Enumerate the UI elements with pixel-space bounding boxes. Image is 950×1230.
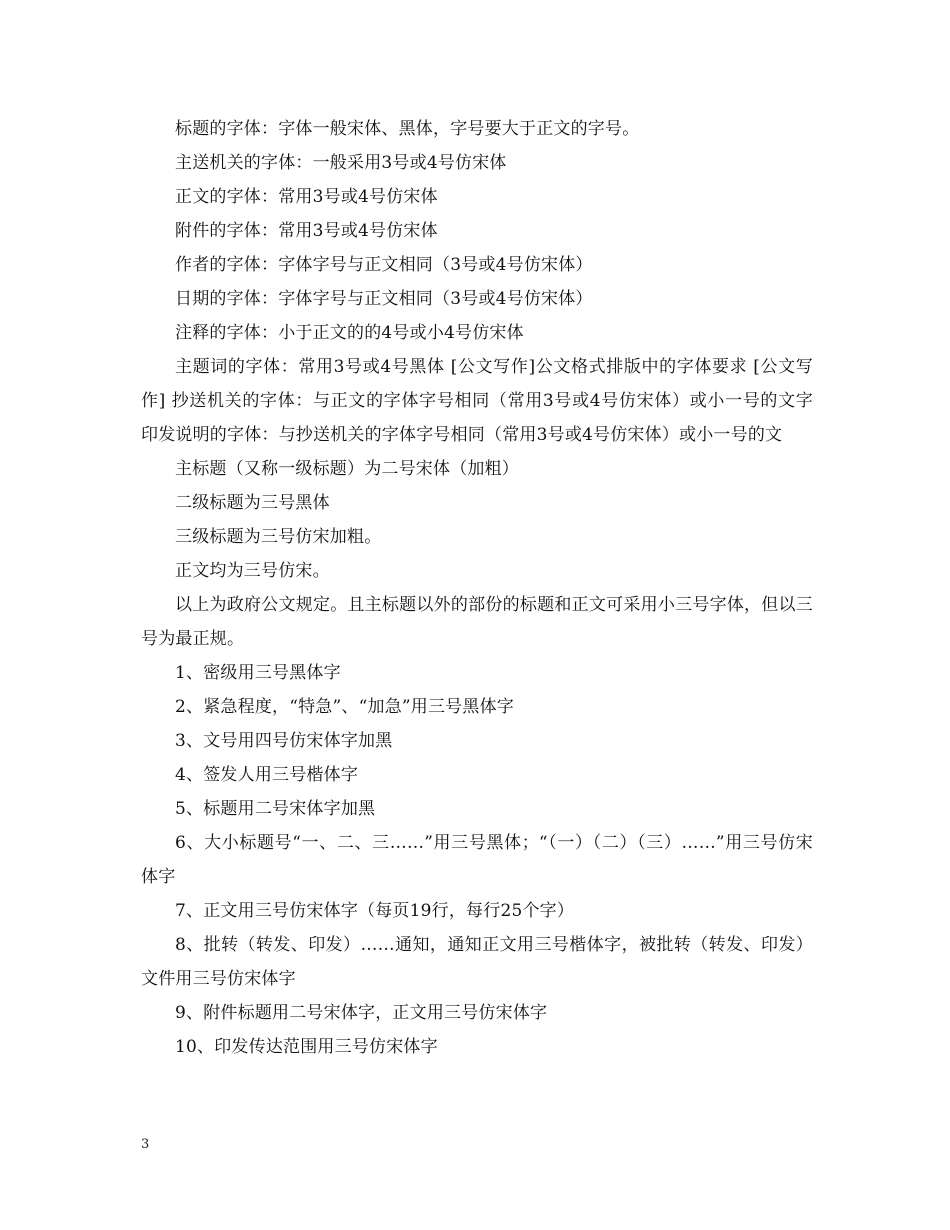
document-body [141,112,813,1064]
paragraph-government-rule: 以上为政府公文规定。且主标题以外的部份的标题和正文可采用小三号字体，但以三号为最正规。 [141,595,813,649]
list-item-10: 10、印发传达范围用三号仿宋体字 [175,1037,438,1057]
paragraph-second-heading: 二级标题为三号黑体 [175,493,330,513]
list-item-8: 8、批转（转发、印发）……通知，通知正文用三号楷体字，被批转（转发、印发）文件用三号仿宋体字 [141,935,813,989]
paragraph-body-font: 正文的字体：常用3号或4号仿宋体 [175,187,438,207]
paragraph-date-font: 日期的字体：字体字号与正文相同（3号或4号仿宋体） [175,289,593,309]
paragraph-third-heading: 三级标题为三号仿宋加粗。 [175,527,382,547]
list-item-2: 2、紧急程度，“特急”、“加急”用三号黑体字 [175,697,514,717]
paragraph-title-font: 标题的字体：字体一般宋体、黑体，字号要大于正文的字号。 [175,119,640,139]
paragraph-recipient-font: 主送机关的字体：一般采用3号或4号仿宋体 [175,153,507,173]
paragraph-main-heading: 主标题（又称一级标题）为二号宋体（加粗） [175,459,519,479]
paragraph-attachment-font: 附件的字体：常用3号或4号仿宋体 [175,221,438,241]
list-item-7: 7、正文用三号仿宋体字（每页19行，每行25个字） [175,901,575,921]
list-item-3: 3、文号用四号仿宋体字加黑 [175,731,393,751]
paragraph-body-text: 正文均为三号仿宋。 [175,561,330,581]
paragraph-note-font: 注释的字体：小于正文的的4号或小4号仿宋体 [175,323,524,343]
list-item-9: 9、附件标题用二号宋体字，正文用三号仿宋体字 [175,1003,548,1023]
list-item-5: 5、标题用二号宋体字加黑 [175,799,376,819]
list-item-4: 4、签发人用三号楷体字 [175,765,359,785]
paragraph-keyword-font: 主题词的字体：常用3号或4号黑体 [公文写作]公文格式排版中的字体要求 [公文写作] 抄送机关的字体：与正文的字体字号相同（常用3号或4号仿宋体）或小一号的文字 印发说明的字体：与抄送机关的字体字号相同（常用3号或4号仿宋体）或小一号的文 [141,357,813,445]
paragraph-author-font: 作者的字体：字体字号与正文相同（3号或4号仿宋体） [175,255,593,275]
page-number: 3 [141,1137,150,1152]
list-item-1: 1、密级用三号黑体字 [175,663,341,683]
list-item-6: 6、大小标题号“一、二、三……”用三号黑体；“（一）（二）（三）……”用三号仿宋体字 [141,833,813,887]
